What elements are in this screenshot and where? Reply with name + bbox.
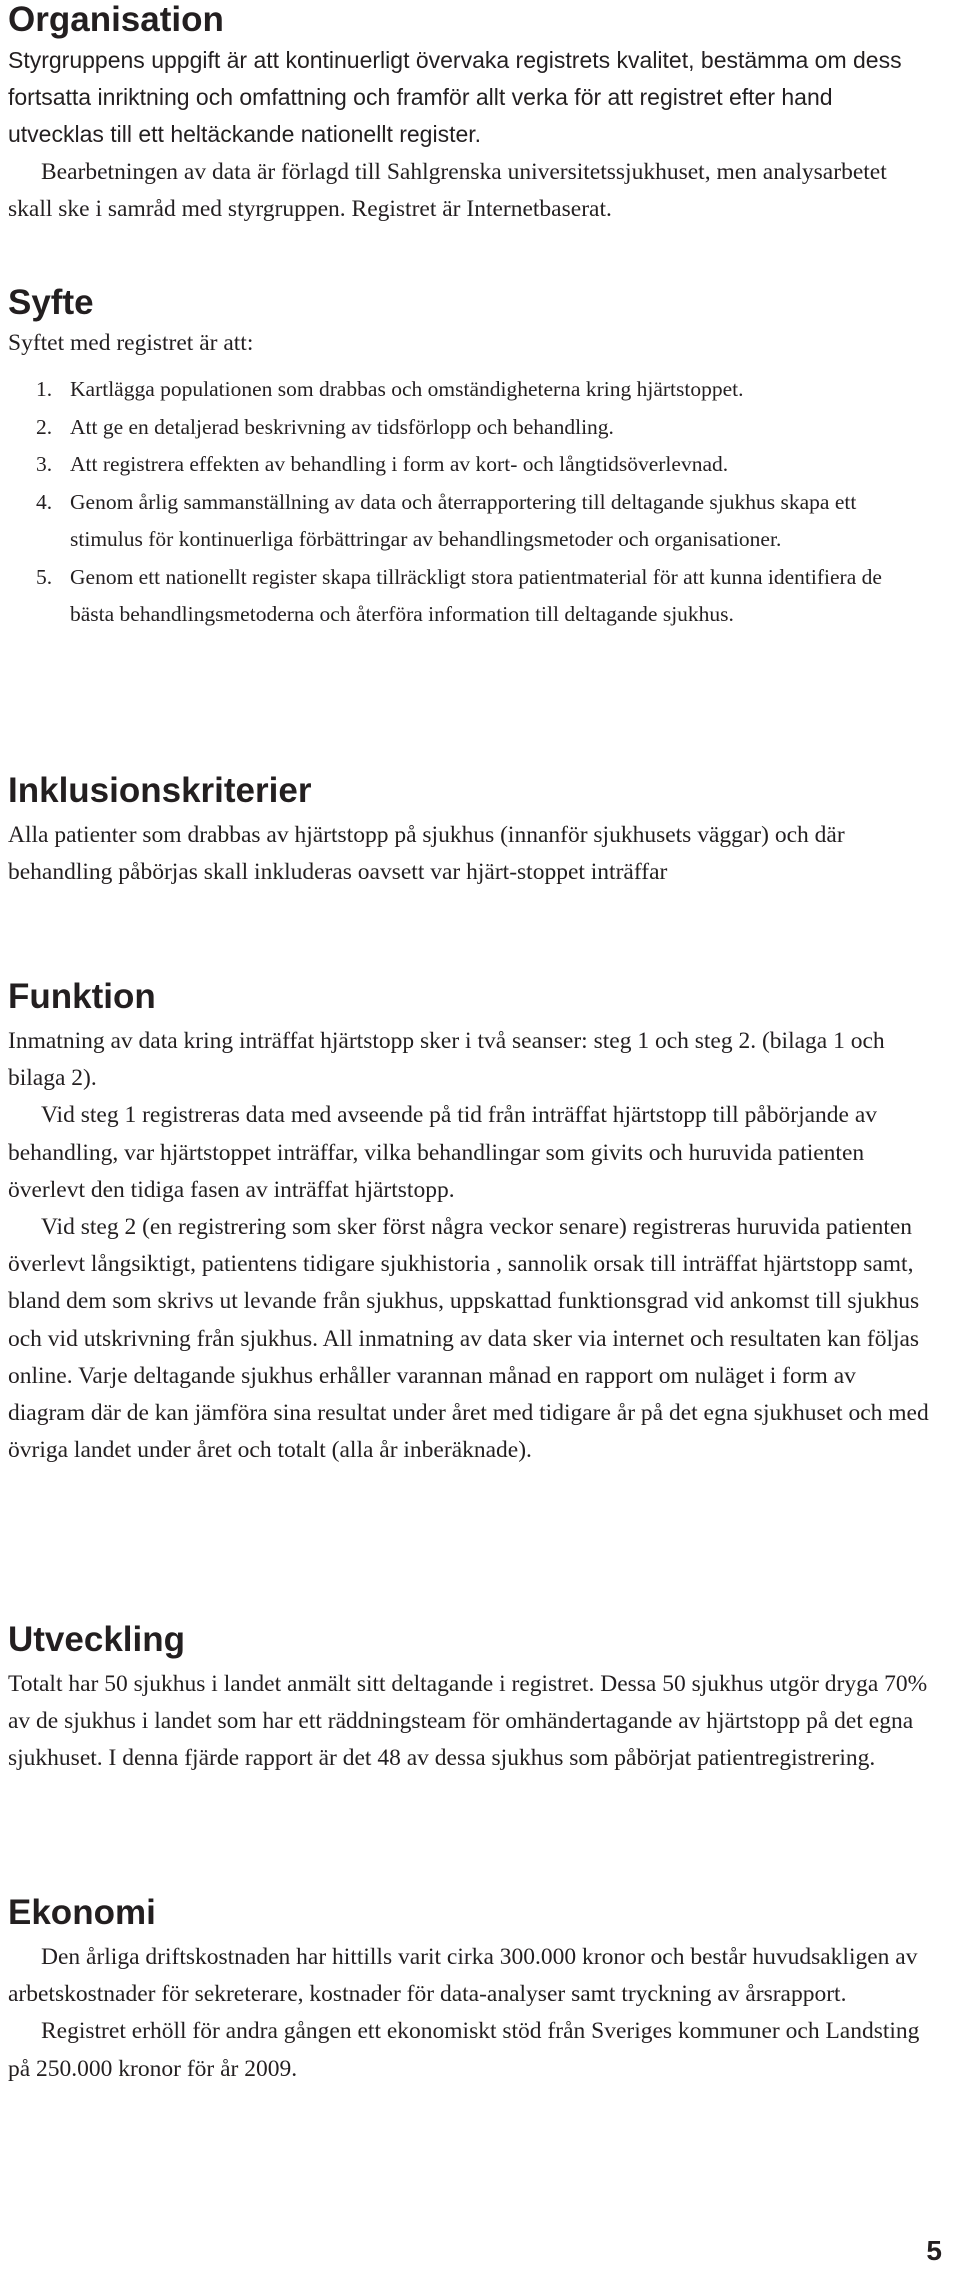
heading-funktion: Funktion xyxy=(8,977,156,1016)
list-item xyxy=(8,446,930,484)
heading-ekonomi: Ekonomi xyxy=(8,1893,156,1932)
paragraph-organisation-1: Styrgruppens uppgift är att kontinuerligt övervaka registrets kvalitet, bestämma om dess fortsatta inriktning och omfattning och framför allt verka för att registret efter hand utvecklas till ett heltäckande nationellt register. xyxy=(8,47,902,148)
section-utveckling xyxy=(8,1620,930,1778)
paragraph-funktion-2: Vid steg 1 registreras data med avseende på tid från inträffat hjärtstopp till påbörjande av behandling, var hjärtstoppet inträffar, vilka behandlingar som givits och huruvida patienten överlevt den tidiga fasen av inträffat hjärtstopp. xyxy=(8,1102,878,1203)
list-item-text: Genom årlig sammanställning av data och återrapportering till deltagande sjukhus skapa ett stimulus för kontinuerliga förbättringar av behandlingsmetoder och organisationer. xyxy=(70,489,857,552)
list-item xyxy=(8,484,930,559)
list-item xyxy=(8,559,930,634)
paragraph-ekonomi-1: Den årliga driftskostnaden har hittills varit cirka 300.000 kronor och består huvudsakligen av arbetskostnader för sekreterare, kostnader för data-analyser samt tryckning av årsrapport. xyxy=(8,1944,918,2008)
paragraph-ekonomi-2: Registret erhöll för andra gången ett ekonomiskt stöd från Sveriges kommuner och Landsting på 250.000 kronor för år 2009. xyxy=(8,2018,920,2082)
list-item-number: 4. xyxy=(36,489,53,514)
list-item-number: 1. xyxy=(36,377,53,402)
paragraph-inklusion-1: Alla patienter som drabbas av hjärtstopp på sjukhus (innanför sjukhusets väggar) och där behandling påbörjas skall inkluderas oavsett var hjärt-stoppet inträffar xyxy=(8,822,845,886)
section-inklusionskriterier xyxy=(8,771,930,891)
section-syfte xyxy=(8,283,930,634)
heading-utveckling: Utveckling xyxy=(8,1620,185,1659)
list-item-number: 5. xyxy=(36,564,53,589)
syfte-list xyxy=(8,371,930,634)
heading-syfte: Syfte xyxy=(8,283,94,322)
paragraph-organisation-2: Bearbetningen av data är förlagd till Sahlgrenska universitetssjukhuset, men analysarbetet skall ske i samråd med styrgruppen. Registret är Internetbaserat. xyxy=(8,158,887,222)
heading-inklusionskriterier: Inklusionskriterier xyxy=(8,771,312,810)
section-funktion xyxy=(8,977,930,1469)
paragraph-funktion-3: Vid steg 2 (en registrering som sker först några veckor senare) registreras huruvida patienten överlevt långsiktigt, patientens tidigare sjukhistoria , sannolik orsak till inträffat hjärtstopp samt, bland dem som skrivs ut levande från sjukhus, uppskattad funktionsgrad vid ankomst till sjukhus och vid utskrivning från sjukhus. All inmatning av data sker via internet och resultaten kan följas online. Varje deltagande sjukhus erhåller varannan månad en rapport om nuläget i form av diagram där de kan jämföra sina resultat under året med tidigare år på det egna sjukhuset och med övriga landet under året och totalt (alla år inberäknade). xyxy=(8,1214,929,1464)
page-number: 5 xyxy=(926,2235,942,2266)
paragraph-funktion-1: Inmatning av data kring inträffat hjärtstopp sker i två seanser: steg 1 och steg 2. (bilaga 1 och bilaga 2). xyxy=(8,1028,885,1092)
heading-organisation: Organisation xyxy=(8,0,224,39)
list-item-text: Genom ett nationellt register skapa tillräckligt stora patientmaterial för att kunna identifiera de bästa behandlingsmetoderna och återföra information till deltagande sjukhus. xyxy=(70,564,882,627)
list-item-number: 3. xyxy=(36,452,53,477)
list-item-text: Kartlägga populationen som drabbas och omständigheterna kring hjärtstoppet. xyxy=(70,377,744,402)
syfte-intro: Syftet med registret är att: xyxy=(8,330,254,356)
paragraph-utveckling-1: Totalt har 50 sjukhus i landet anmält sitt deltagande i registret. Dessa 50 sjukhus utgör dryga 70% av de sjukhus i landet som har ett räddningsteam för omhändertagande av hjärtstopp på det egna sjukhuset. I denna fjärde rapport är det 48 av dessa sjukhus som påbörjat patientregistrering. xyxy=(8,1671,928,1772)
list-item xyxy=(8,409,930,447)
list-item xyxy=(8,371,930,409)
list-item-number: 2. xyxy=(36,414,53,439)
list-item-text: Att registrera effekten av behandling i form av kort- och långtidsöverlevnad. xyxy=(70,452,729,477)
list-item-text: Att ge en detaljerad beskrivning av tidsförlopp och behandling. xyxy=(70,414,614,439)
section-ekonomi xyxy=(8,1893,930,2088)
section-organisation xyxy=(8,0,930,228)
